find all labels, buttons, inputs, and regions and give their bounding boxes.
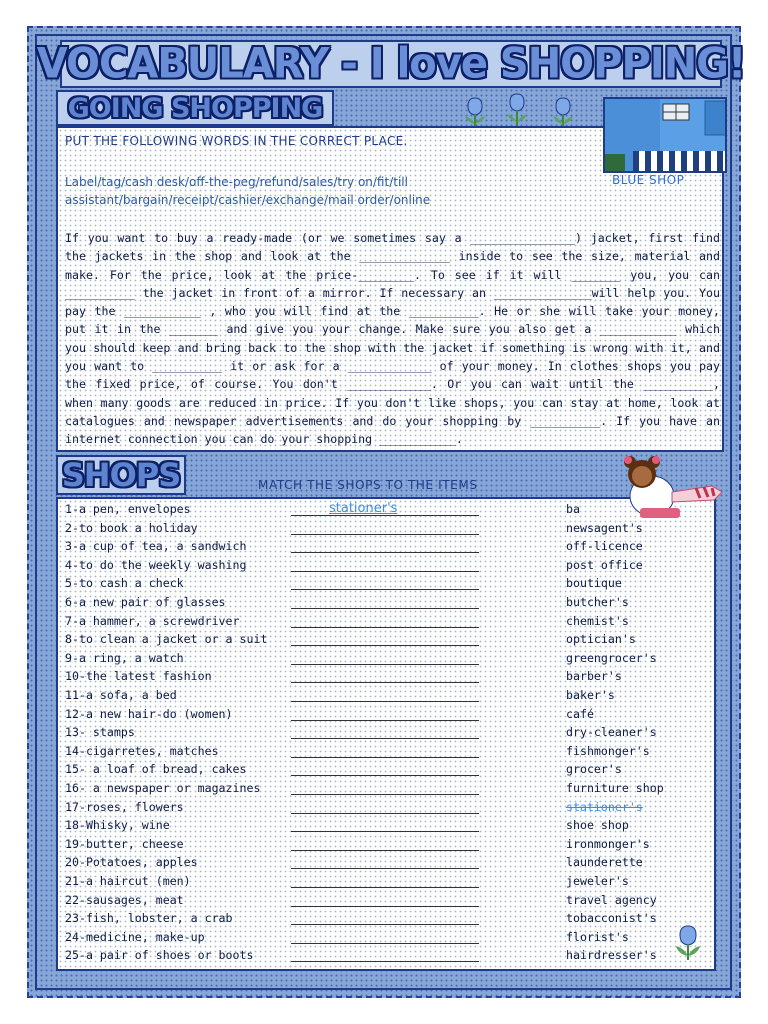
- shop-option: barber's: [566, 669, 622, 684]
- match-row: [65, 874, 725, 893]
- tulip-icon: [465, 98, 485, 128]
- item-label: 17-roses, flowers: [65, 799, 184, 814]
- shop-option: post office: [566, 557, 643, 572]
- match-row: [65, 502, 725, 521]
- match-row: [65, 707, 725, 726]
- shop-option: café: [566, 706, 594, 721]
- shop-option: ironmonger's: [566, 836, 650, 851]
- shop-option: baker's: [566, 688, 615, 702]
- answer-blank[interactable]: [291, 961, 479, 962]
- answer-blank[interactable]: [291, 701, 479, 702]
- item-label: 2-to book a holiday: [65, 520, 198, 535]
- shop-option: greengrocer's: [566, 650, 657, 665]
- match-row: [65, 725, 725, 744]
- match-row: [65, 893, 725, 912]
- match-row: [65, 576, 725, 595]
- match-row: [65, 855, 725, 874]
- page-title: VOCABULARY - I love SHOPPING!: [36, 39, 746, 89]
- answer-blank[interactable]: [291, 720, 479, 721]
- shop-option: fishmonger's: [566, 743, 650, 758]
- item-label: 3-a cup of tea, a sandwich: [65, 539, 247, 554]
- word-bank: Label/tag/cash desk/off-the-peg/refund/sales/try on/fit/till assistant/bargain/receipt/cashier/exchange/mail order/online: [65, 175, 431, 207]
- item-label: 22-sausages, meat: [65, 892, 184, 907]
- item-label: 18-Whisky, wine: [65, 818, 170, 833]
- item-label: 15- a loaf of bread, cakes: [65, 762, 247, 777]
- item-label: 21-a haircut (men): [65, 874, 191, 888]
- item-label: 24-medicine, make-up: [65, 929, 205, 944]
- section-shops-banner: [56, 455, 186, 495]
- shop-option: stationer's: [566, 799, 643, 814]
- answer-blank[interactable]: [291, 831, 479, 832]
- title-banner: [36, 39, 746, 89]
- item-label: 4-to do the weekly washing: [65, 557, 247, 572]
- item-label: 5-to cash a check: [65, 576, 184, 591]
- section-shops-title: SHOPS: [61, 456, 181, 494]
- tulip-icons: [455, 90, 585, 130]
- answer-blank[interactable]: [291, 627, 479, 628]
- tulip-icon: [668, 920, 708, 962]
- answer-blank[interactable]: [291, 571, 479, 572]
- item-label: 10-the latest fashion: [65, 669, 212, 684]
- match-row: [65, 614, 725, 633]
- answer-blank[interactable]: [291, 682, 479, 683]
- match-row: [65, 762, 725, 781]
- match-row: [65, 539, 725, 558]
- match-row: [65, 837, 725, 856]
- shop-option: newsagent's: [566, 520, 643, 535]
- answer-blank[interactable]: [291, 645, 479, 646]
- instruction-text: PUT THE FOLLOWING WORDS IN THE CORRECT PLACE.: [65, 134, 408, 148]
- item-label: 11-a sofa, a bed: [65, 688, 177, 702]
- item-label: 7-a hammer, a screwdriver: [65, 613, 240, 628]
- shop-option: boutique: [566, 576, 622, 591]
- match-row: [65, 595, 725, 614]
- item-label: 16- a newspaper or magazines: [65, 781, 261, 795]
- shop-option: optician's: [566, 632, 636, 647]
- answer-blank[interactable]: [291, 589, 479, 590]
- match-row: [65, 948, 725, 967]
- tulip-icon: [553, 98, 573, 128]
- answer-blank[interactable]: [291, 906, 479, 907]
- shop-photo: [603, 97, 727, 173]
- section-going-shopping-title: GOING SHOPPING: [67, 92, 323, 124]
- answer-blank[interactable]: [291, 552, 479, 553]
- match-row: [65, 669, 725, 688]
- shop-option: chemist's: [566, 613, 629, 628]
- item-label: 23-fish, lobster, a crab: [65, 911, 233, 926]
- answer-blank[interactable]: [291, 775, 479, 776]
- shop-option: furniture shop: [566, 781, 664, 795]
- shop-option: jeweler's: [566, 874, 629, 888]
- match-row: [65, 800, 725, 819]
- match-row: [65, 521, 725, 540]
- item-label: 13- stamps: [65, 725, 135, 740]
- photo-caption: BLUE SHOP: [612, 173, 685, 187]
- shop-option: launderette: [566, 855, 643, 870]
- item-label: 19-butter, cheese: [65, 836, 184, 851]
- answer-blank[interactable]: [291, 757, 479, 758]
- match-row: [65, 781, 725, 800]
- match-row: [65, 744, 725, 763]
- answer-blank[interactable]: [291, 534, 479, 535]
- answer-blank[interactable]: [291, 924, 479, 925]
- answer-blank[interactable]: [291, 664, 479, 665]
- item-label: 1-a pen, envelopes: [65, 502, 191, 516]
- item-label: 20-Potatoes, apples: [65, 855, 198, 870]
- fill-in-paragraph: If you want to buy a ready-made (or we sometimes say a _______________) jacket, first find the jackets in the shop and look at the _____________ inside to see the size, material and make. For the price, look at the price-________. To see if it will _______ you, you can __________ the jacket in front of a mirror. If necessary an ______________will help you. You pay the ___________ , who you will find at the __________. He or she will take your money, put it in the _______ and give you your change. Make sure you also get a ___________ which you should keep and bring back to the shop with the jacket if something is wrong with it, and you want to __________ it or ask for a ____________ of your money. In clothes shops you pay the fixed price, of course. You don't ____________. Or you can wait until the __________, when many goods are reduced in price. If you don't like shops, you can stay at home, look at catalogues and newspaper advertisements and do your shopping by __________. If you have an internet connection you can do your shopping ___________.: [65, 231, 720, 447]
- answer-blank[interactable]: [291, 943, 479, 944]
- blue-shop-image: [605, 99, 727, 173]
- match-instruction: MATCH THE SHOPS TO THE ITEMS: [258, 478, 478, 492]
- shop-option: tobacconist's: [566, 911, 657, 926]
- answer-blank[interactable]: [291, 813, 479, 814]
- shop-option: off-licence: [566, 539, 643, 554]
- shop-option: grocer's: [566, 762, 622, 777]
- answer-blank[interactable]: [291, 868, 479, 869]
- answer-blank[interactable]: [291, 794, 479, 795]
- section-going-shopping-banner: [56, 90, 334, 126]
- item-label: 12-a new hair-do (women): [65, 706, 233, 721]
- match-row: [65, 632, 725, 651]
- item-label: 9-a ring, a watch: [65, 650, 184, 665]
- match-row: [65, 911, 725, 930]
- match-row: [65, 930, 725, 949]
- answer-blank[interactable]: [291, 738, 479, 739]
- shop-option: ba: [566, 502, 580, 516]
- item-label: 25-a pair of shoes or boots: [65, 948, 254, 963]
- shop-option: florist's: [566, 929, 629, 944]
- match-row: [65, 688, 725, 707]
- item-label: 6-a new pair of glasses: [65, 595, 226, 609]
- item-label: 8-to clean a jacket or a suit: [65, 632, 268, 647]
- answer-blank[interactable]: [291, 887, 479, 888]
- answer-blank[interactable]: [291, 608, 479, 609]
- match-row: [65, 651, 725, 670]
- shop-option: hairdresser's: [566, 948, 657, 963]
- shop-option: dry-cleaner's: [566, 725, 657, 740]
- shop-option: butcher's: [566, 595, 629, 609]
- shop-option: travel agency: [566, 892, 657, 907]
- item-label: 14-cigarretes, matches: [65, 743, 219, 758]
- example-answer: stationer's: [329, 501, 398, 516]
- shop-option: shoe shop: [566, 818, 629, 833]
- tulip-icon: [507, 94, 527, 128]
- match-row: [65, 558, 725, 577]
- match-row: [65, 818, 725, 837]
- answer-blank[interactable]: [291, 850, 479, 851]
